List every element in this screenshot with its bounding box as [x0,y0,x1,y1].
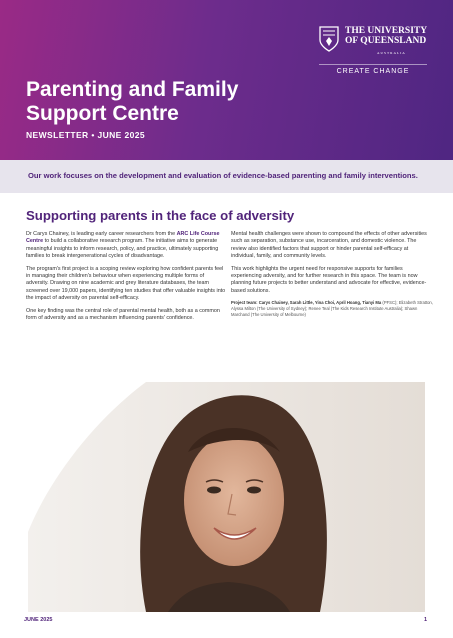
arc-life-course-centre-link[interactable]: ARC Life Course Centre [26,231,220,245]
page-title [26,78,286,126]
paragraph: The program's first project is a scoping review exploring how confident parents feel in managing their children's behaviour when experiencing multiple forms of adversity. Drawing on nine academic and grey literature databases, the team screened over 19,000 papers, identifying ten studies that offer valuable insights into the impact of adversity on parental self-efficacy. [26,265,226,302]
university-name-line-2: OF QUEENSLAND [345,36,427,46]
paragraph [26,231,226,261]
portrait-photo-art [28,382,425,612]
title-line-2: Support Centre [26,102,179,125]
university-country: AUSTRALIA [377,51,406,55]
paragraph: This work highlights the urgent need for responsive supports for families experiencing adversity, and for further research in this space. The team is now planning future projects to better understand and advocate for effective, evidence-based solutions. [231,265,427,294]
article-column-right [231,231,433,323]
project-team [231,300,433,318]
uq-logo[interactable] [319,26,431,74]
paragraph: One key finding was the central role of parental mental health, both as a common form of adversity and as a mechanism influencing parents' confidence. [26,307,220,322]
university-name [345,26,427,46]
tagline: CREATE CHANGE [319,64,427,75]
article-column-left [26,231,226,327]
paragraph-text: Dr Carys Chainey, is leading early career researchers from the [26,231,176,237]
project-team-label: Project team: Carys Chainey, Sarah Little, Yina Choi, April Hoang, Tianyi Ma [231,300,382,306]
intro-strip [0,160,453,193]
page-number: 1 [424,617,428,623]
footer-date: JUNE 2025 [24,617,53,623]
university-name-line-1: THE UNIVERSITY [345,26,428,36]
crest-icon [319,26,339,52]
paragraph-text: to build a collaborative research program. The initiative aims to generate meaningful insights to inform research, policy, and practice, ultimately supporting families to break intergenerational cycles of disadvantage. [26,238,219,260]
newsletter-date: NEWSLETTER • JUNE 2025 [26,130,145,140]
portrait-photo [28,382,425,612]
intro-text: Our work focuses on the development and evaluation of evidence-based parenting and family interventions. [28,171,418,180]
header-banner [0,0,453,160]
paragraph: Mental health challenges were shown to compound the effects of other adversities such as separation, substance use, incarceration, and domestic violence. The review also identified factors that support or hinder parental self-efficacy at individual, family, and community levels. [231,231,427,260]
article-heading: Supporting parents in the face of adversity [26,208,295,223]
title-line-1: Parenting and Family [26,78,239,101]
project-team-affiliations: (PFSC); Elizabeth Stratton, Alyssa Milton (The University of Sydney); Renee Teal (The Kids Research Institute Australia); Shawn Marchand (The University of Melbourne) [231,300,433,318]
